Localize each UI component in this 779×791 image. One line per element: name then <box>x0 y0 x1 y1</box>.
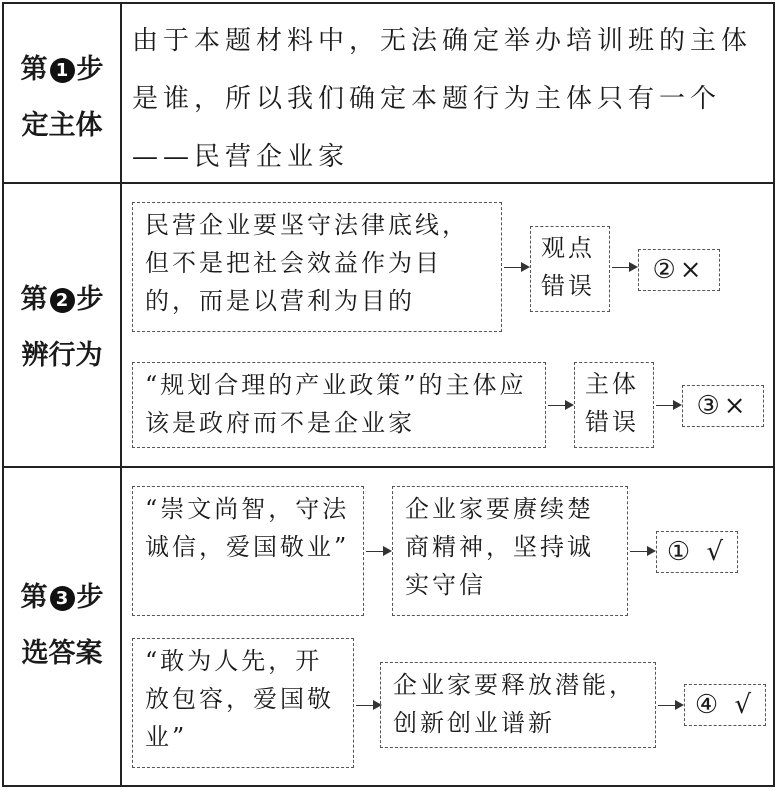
step-suffix: 步 <box>76 54 104 85</box>
step-number-badge: 2 <box>50 288 75 313</box>
step-number-badge: 1 <box>50 58 75 83</box>
step1-title: 定主体 <box>21 110 103 141</box>
step-suffix: 步 <box>76 284 104 315</box>
step3-row1-verdict: ① √ <box>656 531 738 573</box>
step2-row1-reason: 观点错误 <box>530 226 610 312</box>
step1-description: 由于本题材料中，无法确定举办培训班的主体是谁，所以我们确定本题行为主体只有一个——民营企业家 <box>132 26 753 172</box>
arrow-icon <box>366 551 390 552</box>
step3-row2-verdict: ④ √ <box>684 684 766 726</box>
step3-row2-statement: “敢为人先，开放包容，爱国敬业” <box>132 638 354 768</box>
arrow-icon <box>504 267 528 268</box>
arrow-icon <box>656 405 680 406</box>
arrow-icon <box>356 705 380 706</box>
step-suffix: 步 <box>76 582 104 613</box>
analysis-table <box>2 2 775 787</box>
arrow-icon <box>630 551 654 552</box>
step2-label <box>4 272 120 384</box>
step-prefix: 第 <box>20 54 48 85</box>
arrow-icon <box>658 705 682 706</box>
step3-title: 选答案 <box>21 638 103 669</box>
step2-row2-verdict: ③× <box>682 385 764 427</box>
step3-label <box>4 570 120 682</box>
step2-row1-verdict: ②× <box>638 249 720 291</box>
step2-row2-statement: “规划合理的产业政策”的主体应该是政府而不是企业家 <box>132 362 546 448</box>
step2-title: 辨行为 <box>21 340 103 371</box>
step-prefix: 第 <box>20 284 48 315</box>
step2-row1-statement: 民营企业要坚守法律底线，但不是把社会效益作为目的，而是以营利为目的 <box>132 202 502 332</box>
column-divider <box>120 4 122 785</box>
step3-row2-reason: 企业家要释放潜能，创新创业谱新 <box>380 662 656 748</box>
step1-label <box>4 42 120 154</box>
step2-row2-reason: 主体错误 <box>574 362 654 448</box>
step-number-badge: 3 <box>50 586 75 611</box>
arrow-icon <box>612 267 636 268</box>
arrow-icon <box>548 405 572 406</box>
step3-row1-statement: “崇文尚智，守法诚信，爱国敬业” <box>132 486 364 616</box>
step3-row1-reason: 企业家要赓续楚商精神，坚持诚实守信 <box>392 486 628 616</box>
step-prefix: 第 <box>20 582 48 613</box>
